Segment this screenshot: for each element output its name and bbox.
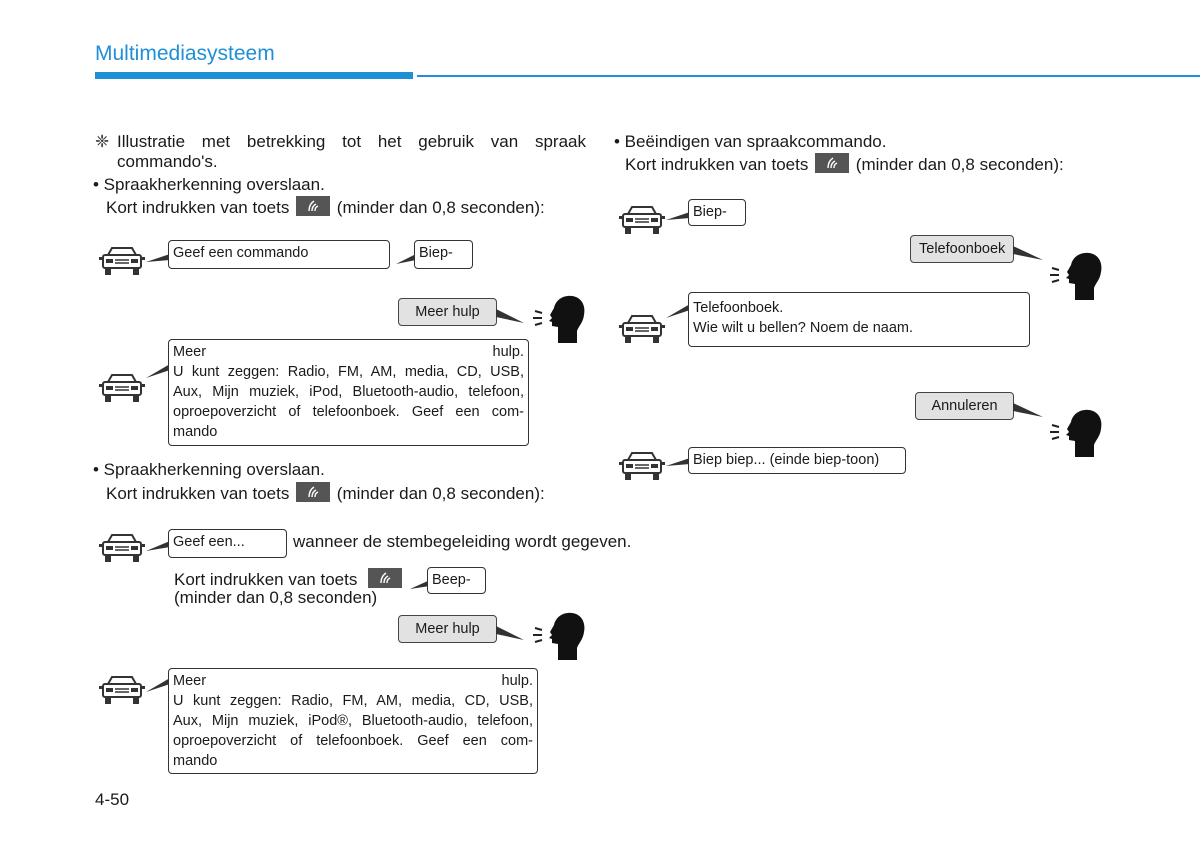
car-icon (618, 313, 666, 347)
illustration-note (95, 132, 586, 172)
car-icon (98, 532, 146, 566)
user-command-bubble: Annuleren (915, 392, 1014, 420)
speaking-head-icon (528, 293, 586, 343)
user-command-bubble: Telefoonboek (910, 235, 1014, 263)
car-prompt-bubble: Geef een commando (168, 240, 390, 269)
bubble-tail (146, 362, 170, 382)
bubble-tail (146, 676, 170, 696)
car-icon (98, 674, 146, 708)
bubble-tail (1013, 242, 1043, 264)
reply-line: Aux, Mijn muziek, iPod®, Bluetooth-audio, telefoon, (173, 713, 533, 729)
press-instr-post: (minder dan 0,8 seconden) (174, 588, 378, 607)
user-command-bubble: Meer hulp (398, 615, 497, 643)
bubble-tail (146, 537, 170, 557)
bubble-tail (496, 305, 524, 327)
bubble-tail (396, 250, 416, 266)
reply-line: Meer hulp. (173, 673, 533, 689)
phone-talk-key-icon (296, 196, 330, 216)
speaking-head-icon (528, 610, 586, 660)
section1-instruction (106, 196, 545, 218)
car-icon (98, 372, 146, 406)
press-instr-pre: Kort indrukken van toets (174, 570, 358, 589)
reply-line: oproepoverzicht of telefoonboek. Geef een com- (173, 733, 533, 749)
page-number: 4-50 (95, 790, 130, 809)
reply-line: mando (173, 424, 218, 440)
phonebook-reply-bubble (688, 292, 1030, 347)
section2-instruction (106, 482, 545, 504)
help-reply-bubble (168, 668, 538, 774)
bubble-tail (666, 302, 690, 322)
section1-instr-post: (minder dan 0,8 seconden): (336, 198, 545, 217)
end-command-bullet: • Beëindigen van spraakcommando. (614, 132, 887, 151)
end-reply-bubble: Biep biep... (einde biep-toon) (688, 447, 906, 474)
speaking-head-icon (1045, 250, 1103, 300)
beep-bubble: Biep- (688, 199, 746, 226)
phone-talk-key-icon (815, 153, 849, 173)
bubble-tail (666, 454, 690, 472)
note-symbol: ❈ (95, 132, 110, 151)
car-icon (98, 245, 146, 279)
note-line-1: Illustratie met betrekking tot het gebruik van spraak (117, 132, 586, 151)
reply-line: Aux, Mijn muziek, iPod, Bluetooth-audio, telefoon, (173, 384, 524, 400)
prompt-suffix-text: wanneer de stembegeleiding wordt gegeven. (293, 532, 632, 551)
end-command-instruction (625, 153, 1064, 175)
page-header-title: Multimediasysteem (95, 42, 275, 65)
section1-bullet: • Spraakherkenning overslaan. (93, 175, 325, 194)
car-prompt-bubble: Geef een... (168, 529, 287, 558)
reply-line: Meer hulp. (173, 344, 524, 360)
header-rule-thick (95, 72, 413, 79)
phone-talk-key-icon (296, 482, 330, 502)
end-instr-pre: Kort indrukken van toets (625, 155, 809, 174)
bubble-tail (146, 250, 170, 270)
note-line-2: commando's. (117, 152, 218, 171)
beep-bubble: Beep- (427, 567, 486, 594)
beep-bubble: Biep- (414, 240, 473, 269)
reply-line: Wie wilt u bellen? Noem de naam. (693, 320, 914, 336)
help-reply-bubble (168, 339, 529, 446)
reply-line: U kunt zeggen: Radio, FM, AM, media, CD, USB, (173, 693, 533, 709)
reply-line: U kunt zeggen: Radio, FM, AM, media, CD, USB, (173, 364, 524, 380)
header-rule-thin (417, 75, 1200, 77)
reply-line: Telefoonboek. (693, 300, 784, 316)
bubble-tail (666, 208, 690, 226)
end-instr-post: (minder dan 0,8 seconden): (855, 155, 1064, 174)
car-icon (618, 204, 666, 238)
section2-instr-pre: Kort indrukken van toets (106, 484, 290, 503)
reply-line: mando (173, 753, 218, 769)
speaking-head-icon (1045, 407, 1103, 457)
section2-instr-post: (minder dan 0,8 seconden): (336, 484, 545, 503)
section2-bullet: • Spraakherkenning overslaan. (93, 460, 325, 479)
bubble-tail (496, 622, 524, 644)
car-icon (618, 450, 666, 484)
reply-line: oproepoverzicht of telefoonboek. Geef een com- (173, 404, 524, 420)
bubble-tail (1013, 399, 1043, 421)
press-instruction (174, 568, 402, 590)
user-command-bubble: Meer hulp (398, 298, 497, 326)
section1-instr-pre: Kort indrukken van toets (106, 198, 290, 217)
phone-talk-key-icon (368, 568, 402, 588)
